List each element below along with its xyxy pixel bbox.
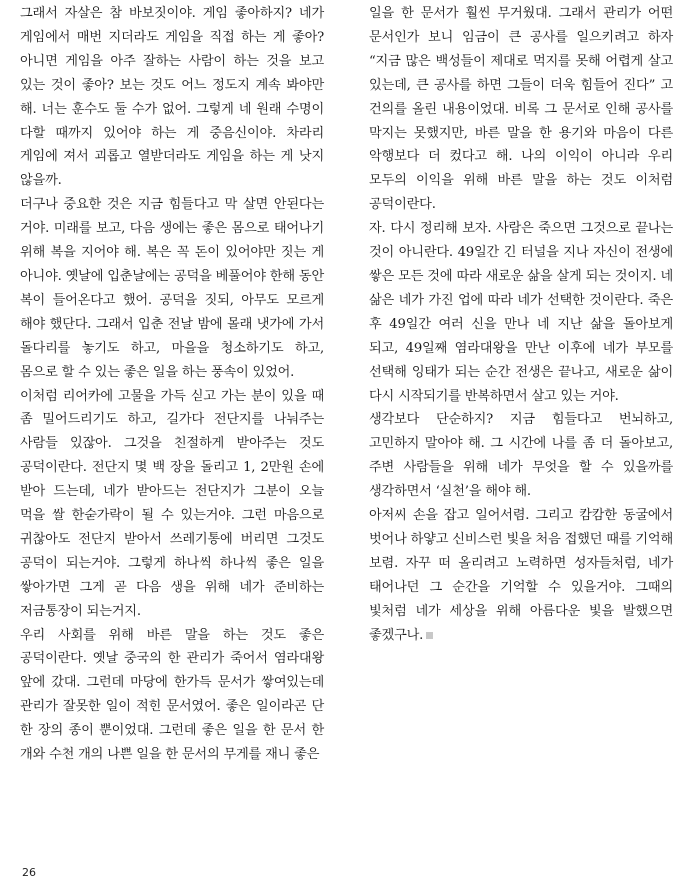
- paragraph: 이처럼 리어카에 고물을 가득 싣고 가는 분이 있을 때 좀 밀어드리기도 하고, 길가다 전단지를 나눠주는 사람들 있잖아. 그것을 친절하게 받아주는 것도 공덕이란다. 전단지 몇 백 장을 돌리고 1, 2만원 손에 받아 드는데, 네가 받아드는 전단지가 그분이 오늘 먹을 쌀 한숟가락이 될 수 있는거야. 그런 마음으로 귀찮아도 전단지 받아서 쓰레기통에 버리면 그것도 공덕이 되는거야. 그렇게 하나씩 하나씩 좋은 일을 쌓아가면 그게 곧 다음 생을 위해 네가 준비하는 저금통장이 되는거지.: [20, 388, 324, 619]
- last-paragraph: [369, 504, 673, 647]
- right-column: [369, 2, 673, 647]
- page-number: 26: [22, 866, 36, 879]
- paragraph: 우리 사회를 위해 바른 말을 하는 것도 좋은 공덕이란다. 옛날 중국의 한 관리가 죽어서 염라대왕 앞에 갔대. 그런데 마당에 한가득 문서가 쌓여있는데 관리가 잘못한 일이 적힌 문서였어. 좋은 일이라곤 단 한 장의 종이 뿐이었대. 그런데 좋은 일을 한 문서 한 개와 수천 개의 나쁜 일을 한 문서의 무게를 재니 좋은: [20, 627, 324, 763]
- paragraph: 생각보다 단순하지? 지금 힘들다고 번뇌하고, 고민하지 말아야 해. 그 시간에 나를 좀 더 돌아보고, 주변 사람들을 위해 네가 무엇을 할 수 있을까를 생각하면서 ‘실천’을 해야 해.: [369, 412, 673, 500]
- paragraph: 더구나 중요한 것은 지금 힘들다고 막 살면 안된다는 거야. 미래를 보고, 다음 생에는 좋은 몸으로 태어나기 위해 복을 지어야 해. 복은 꼭 돈이 있어야만 짓는 게 아니야. 옛날에 입춘날에는 공덕을 베풀어야 한해 동안 복이 들어온다고 했어. 공덕을 짓되, 아무도 모르게 해야 했단다. 그래서 입춘 전날 밤에 몰래 냇가에 가서 돌다리를 놓기도 하고, 마을을 청소하기도 하고, 몸으로 할 수 있는 좋은 일을 하는 풍속이 있었어.: [20, 197, 324, 380]
- paragraph-text: 아저씨 손을 잡고 일어서렴. 그리고 캄캄한 동굴에서 벗어나 하얗고 신비스런 빛을 처음 접했던 때를 기억해 보렴. 자꾸 떠 올리려고 노력하면 성자들처럼, 네가 태어나던 그 순간을 기억할 수 있을거야. 그때의 빛처럼 네가 세상을 위해 아름다운 빛을 발했으면 좋겠구나.: [369, 508, 673, 643]
- paragraph: 일을 한 문서가 훨씬 무거웠대. 그래서 관리가 어떤 문서인가 보니 임금이 큰 공사를 일으키려고 하자 “지금 많은 백성들이 제대로 먹지를 못해 어렵게 살고 있는데, 큰 공사를 하면 그들이 더욱 힘들어 진다” 고 건의를 올린 내용이었대. 비록 그 문서로 인해 공사를 막지는 못했지만, 바른 말을 한 용기와 마음이 다른 악행보다 더 컸다고 해. 나의 이익이 아니라 우리 모두의 이익을 위해 바른 말을 하는 것도 이처럼 공덕이란다.: [369, 6, 673, 213]
- end-of-article-icon: [426, 632, 433, 639]
- paragraph: 그래서 자살은 참 바보짓이야. 게임 좋아하지? 네가 게임에서 매번 지더라도 게임을 직접 하는 게 좋아? 아니면 게임을 아주 잘하는 사람이 하는 것을 보고 있는 것이 좋아? 보는 것도 어느 정도지 계속 봐야만 해. 너는 훈수도 둘 수가 없어. 그렇게 네 원래 수명이 다할 때까지 있어야 하는 게 중음신이야. 차라리 게임에 져서 괴롭고 열받더라도 게임을 하는 게 낫지 않을까.: [20, 6, 324, 189]
- left-column: [20, 2, 324, 767]
- paragraph: 자. 다시 정리해 보자. 사람은 죽으면 그것으로 끝나는 것이 아니란다. 49일간 긴 터널을 지나 자신이 전생에 쌓은 모든 것에 따라 새로운 삶을 살게 되는 것이지. 네 삶은 네가 가진 업에 따라 네가 선택한 것이란다. 죽은 후 49일간 여러 신을 만나 네 지난 삶을 돌아보게 되고, 49일째 염라대왕을 만난 이후에 네가 부모를 선택해 잉태가 되는 순간 전생은 끝나고, 새로운 삶이 다시 시작되기를 반복하면서 살고 있는 거야.: [369, 221, 673, 404]
